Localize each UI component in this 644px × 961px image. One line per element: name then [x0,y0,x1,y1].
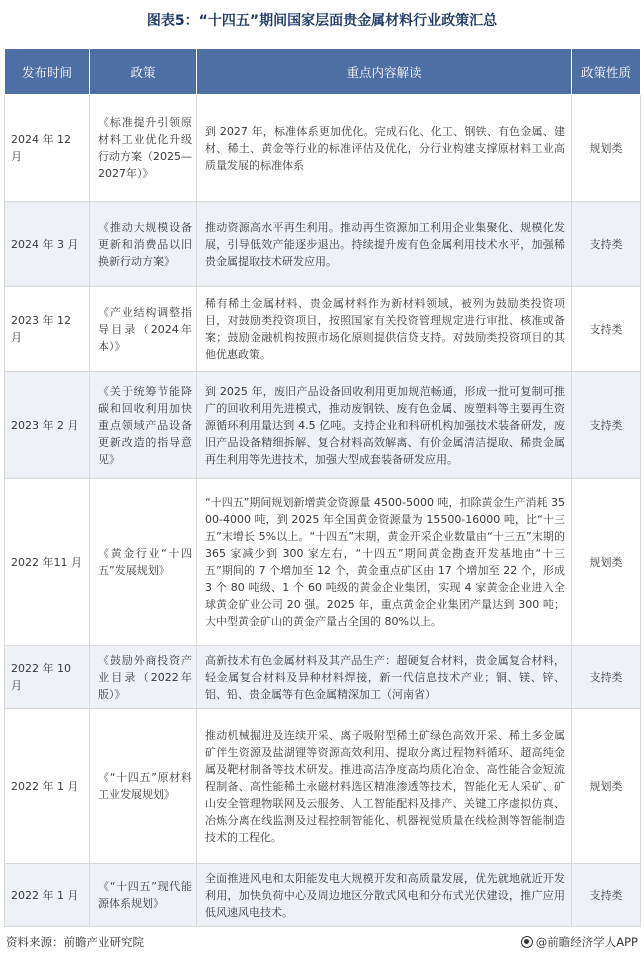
cell-date: 2022 年 10 月 [5,646,90,709]
cell-nature: 规划类 [572,95,641,202]
cell-policy: 《“十四五”原材料工业发展规划》 [90,709,197,864]
cell-policy: 《黄金行业“十四五”发展规划》 [90,479,197,646]
footer [6,932,638,952]
cell-nature: 支持类 [572,287,641,372]
brand-label: @前瞻经济学人APP [535,935,638,949]
cell-date: 2023 年 12 月 [5,287,90,372]
cell-policy: 《产业结构调整指导目录（2024年本）》 [90,287,197,372]
cell-policy: 《鼓励外商投资产业目录（2022年版）》 [90,646,197,709]
cell-nature: 支持类 [572,864,641,927]
table-row [5,372,641,479]
header-nature: 政策性质 [572,49,641,95]
brand-tag [521,932,638,952]
table-header-row [5,49,641,95]
cell-nature: 规划类 [572,709,641,864]
cell-content: 高新技术有色金属材料及其产品生产：超硬复合材料，贵金属复合材料，轻金属复合材料及异种材料焊接，新一代信息技术产业；铜、镁、锌、铝、铅、贵金属等有色金属精深加工（河南省） [197,646,572,709]
cell-nature: 支持类 [572,202,641,287]
table-row [5,709,641,864]
table-row [5,479,641,646]
cell-content: 到 2025 年，废旧产品设备回收利用更加规范畅通，形成一批可复制可推广的回收利用先进模式，推动废钢铁、废有色金属、废塑料等主要再生资源循环利用量达到 4.5 亿吨。支持企业和科研机构加强技术装备研发，废旧产品设备精细拆解、复合材料高效解离、有价金属清洁提取、稀贵金属再生利用等先进技术，加强大型成套装备研发应用。 [197,372,572,479]
header-policy: 政策 [90,49,197,95]
cell-nature: 规划类 [572,479,641,646]
table-row [5,95,641,202]
table-row [5,202,641,287]
cell-date: 2024 年 12 月 [5,95,90,202]
table-row [5,287,641,372]
cell-policy: 《标准提升引领原材料工业优化升级行动方案（2025—2027年）》 [90,95,197,202]
table-row [5,864,641,927]
table-row [5,646,641,709]
cell-policy: 《“十四五”现代能源体系规划》 [90,864,197,927]
policy-table [4,48,641,927]
cell-nature: 支持类 [572,372,641,479]
source-note: 资料来源：前瞻产业研究院 [6,935,144,949]
cell-policy: 《关于统筹节能降碳和回收利用加快重点领域产品设备更新改造的指导意见》 [90,372,197,479]
cell-content: 全面推进风电和太阳能发电大规模开发和高质量发展，优先就地就近开发利用，加快负荷中心及周边地区分散式风电和分布式光伏建设，推广应用低风速风电技术。 [197,864,572,927]
cell-date: 2023 年 2 月 [5,372,90,479]
cell-policy: 《推动大规模设备更新和消费品以旧换新行动方案》 [90,202,197,287]
cell-date: 2024 年 3 月 [5,202,90,287]
brand-logo-icon [521,936,533,948]
cell-nature: 支持类 [572,646,641,709]
cell-date: 2022 年 1 月 [5,709,90,864]
cell-date: 2022 年11 月 [5,479,90,646]
page-title: 图表5：“十四五”期间国家层面贵金属材料行业政策汇总 [146,13,498,29]
header-date: 发布时间 [5,49,90,95]
cell-content: 稀有稀土金属材料、贵金属材料作为新材料领域，被列为鼓励类投资项目，对鼓励类投资项目，按照国家有关投资管理规定进行审批、核准或备案；鼓励金融机构按照市场化原则提供信贷支持。对鼓励类投资项目的其他优惠政策。 [197,287,572,372]
header-content: 重点内容解读 [197,49,572,95]
cell-date: 2022 年 1 月 [5,864,90,927]
cell-content: 到 2027 年，标准体系更加优化。完成石化、化工、钢铁、有色金属、建材、稀土、黄金等行业的标准评估及优化，分行业构建支撑原材料工业高质量发展的标准体系 [197,95,572,202]
cell-content: 推动资源高水平再生利用。推动再生资源加工利用企业集聚化、规模化发展，引导低效产能逐步退出。持续提升废有色金属利用技术水平，加强稀贵金属提取技术研发应用。 [197,202,572,287]
cell-content: 推动机械掘进及连续开采、离子吸附型稀土矿绿色高效开采、稀土多金属矿伴生资源及盐湖锂等资源高效利用、提取分离过程物料循环、超高纯金属及靶材制备等技术研发。推进高洁净度高均质化冶金、高性能合金短流程制备、高性能稀土永磁材料选区精准渗透等技术，智能化无人采矿、矿山安全管理物联网及云服务、人工智能配料及排产、关键工序虚拟仿真、冶炼分离在线监测及过程控制智能化、机器视觉质量在线检测等智能制造技术的工程化。 [197,709,572,864]
cell-content: “十四五”期间规划新增黄金资源量 4500-5000 吨，扣除黄金生产消耗 3500-4000 吨，到 2025 年全国黄金资源量为 15500-16000 吨，比“十三五”末增长 5%以上。“十四五”末期，黄金开采企业数量由“十三五”末期的 365 家减少到 300 家左右，“十四五”期间黄金勘查开发基地由“十三五”期间的 7 个增加至 12 个，黄金重点矿区由 17 个增加至 22 个，形成 3 个 80 吨级、1 个 60 吨级的黄金企业集团，实现 4 家黄金企业进入全球黄金矿业公司 20 强。2025 年，重点黄金企业集团产量达到 300 吨；大中型黄金矿山的黄金产量占全国的 80%以上。 [197,479,572,646]
